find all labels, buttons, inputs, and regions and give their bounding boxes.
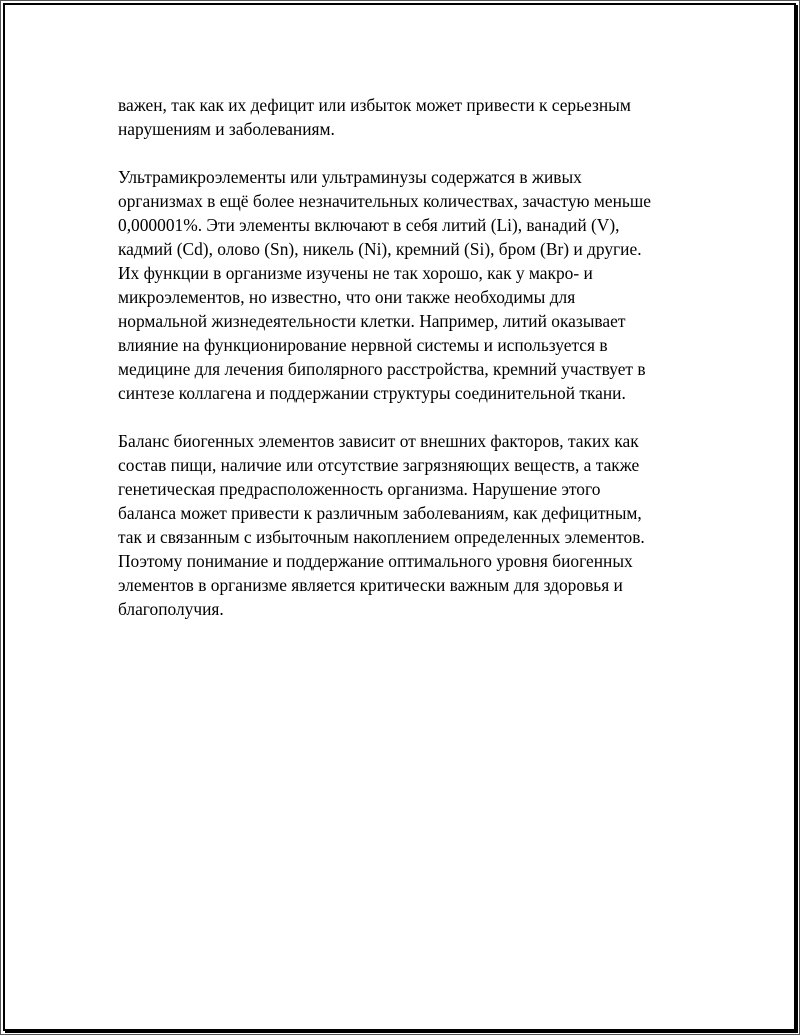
text-line: микроэлементов, но известно, что они также необходимы для bbox=[118, 287, 576, 307]
text-line: элементов в организме является критически важным для здоровья и bbox=[118, 575, 623, 595]
text-line: состав пищи, наличие или отсутствие загрязняющих веществ, а также bbox=[118, 455, 640, 475]
text-line: Поэтому понимание и поддержание оптимального уровня биогенных bbox=[118, 551, 633, 571]
document-body bbox=[118, 93, 698, 645]
text-line: Их функции в организме изучены не так хорошо, как у макро- и bbox=[118, 263, 593, 283]
text-line: Баланс биогенных элементов зависит от внешних факторов, таких как bbox=[118, 431, 639, 451]
text-line: нормальной жизнедеятельности клетки. Например, литий оказывает bbox=[118, 311, 626, 331]
text-line: баланса может привести к различным заболеваниям, как дефицитным, bbox=[118, 503, 642, 523]
text-line: организмах в ещё более незначительных количествах, зачастую меньше bbox=[118, 191, 651, 211]
paragraph-2 bbox=[118, 165, 698, 405]
text-line: генетическая предрасположенность организма. Нарушение этого bbox=[118, 479, 601, 499]
text-line: Ультрамикроэлементы или ультраминузы содержатся в живых bbox=[118, 167, 582, 187]
text-line: влияние на функционирование нервной системы и используется в bbox=[118, 335, 608, 355]
text-line: 0,000001%. Эти элементы включают в себя литий (Li), ванадий (V), bbox=[118, 215, 620, 235]
paragraph-3 bbox=[118, 429, 698, 621]
paragraph-1 bbox=[118, 93, 698, 141]
text-line: нарушениям и заболеваниям. bbox=[118, 119, 335, 139]
text-line: медицине для лечения биполярного расстройства, кремний участвует в bbox=[118, 359, 646, 379]
text-line: синтезе коллагена и поддержании структуры соединительной ткани. bbox=[118, 383, 626, 403]
text-line: важен, так как их дефицит или избыток может привести к серьезным bbox=[118, 95, 631, 115]
text-line: кадмий (Cd), олово (Sn), никель (Ni), кремний (Si), бром (Br) и другие. bbox=[118, 239, 642, 259]
text-line: благополучия. bbox=[118, 599, 224, 619]
text-line: так и связанным с избыточным накоплением определенных элементов. bbox=[118, 527, 645, 547]
